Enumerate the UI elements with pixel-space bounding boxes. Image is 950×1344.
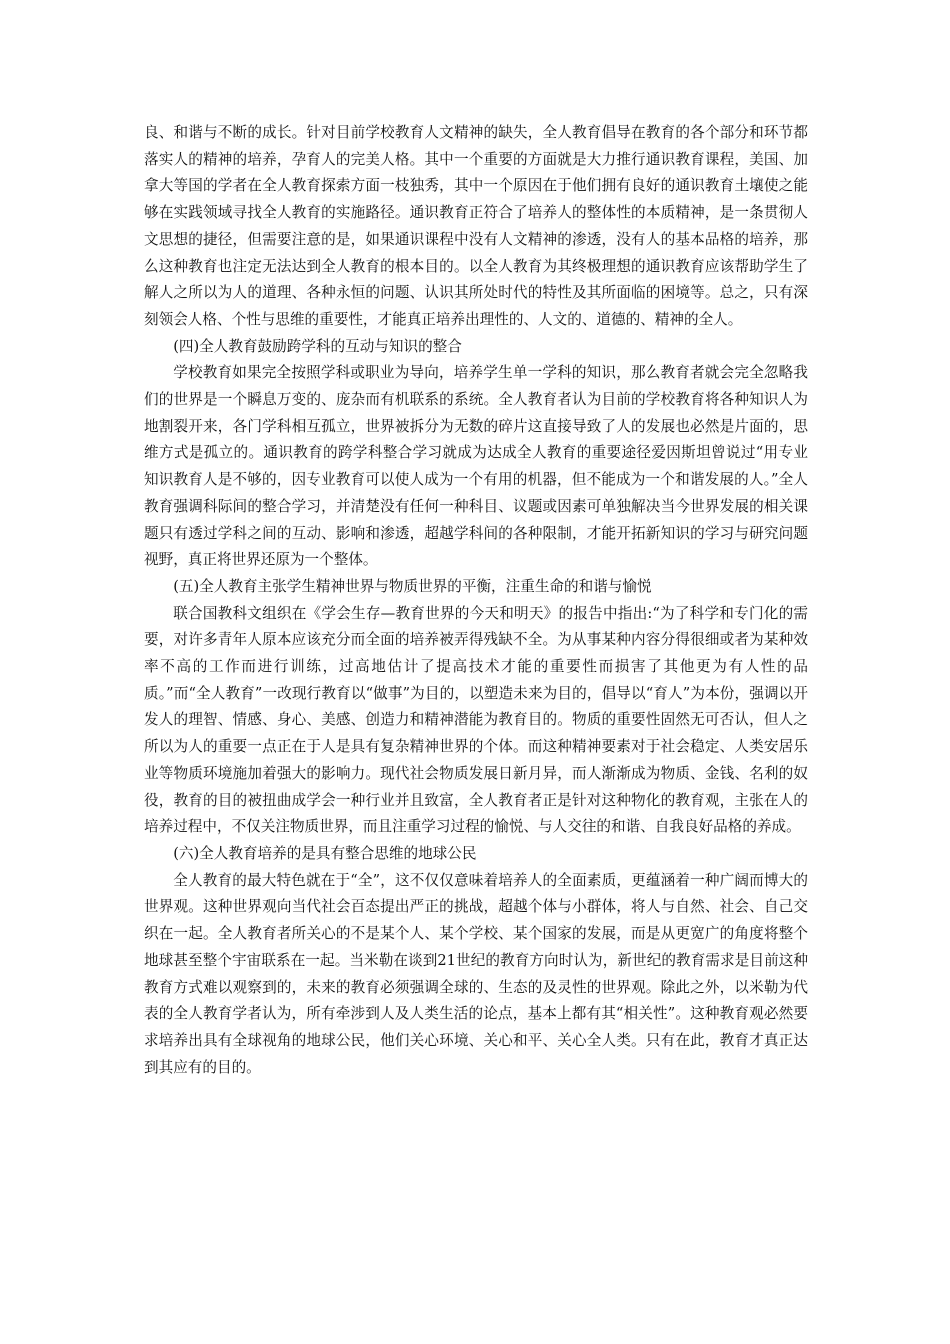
section-heading-5: (五)全人教育主张学生精神世界与物质世界的平衡，注重生命的和谐与愉悦 <box>173 577 652 595</box>
paragraph-body-4: 全人教育的最大特色就在于“全”，这不仅仅意味着培养人的全面素质，更蕴涵着一种广阔而博大的世界观。这种世界观向当代社会百态提出严正的挑战，超越个体与小群体，将人与自然、社会、自己交织在一起。全人教育者所关心的不是某个人、某个学校、某个国家的发展，而是从更宽广的角度将整个地球甚至整个宇宙联系在一起。当米勒在谈到21世纪的教育方向时认为，新世纪的教育需求是目前这种教育方式难以观察到的，未来的教育必须强调全球的、生态的及灵性的世界观。除此之外，以米勒为代表的全人教育学者认为，所有牵涉到人及人类生活的论点，基本上都有其“相关性”。这种教育观必然要求培养出具有全球视角的地球公民，他们关心环境、关心和平、关心全人类。只有在此，教育才真正达到其应有的目的。 <box>144 871 808 1076</box>
paragraph-body-2: 学校教育如果完全按照学科或职业为导向，培养学生单一学科的知识，那么教育者就会完全忽略我们的世界是一个瞬息万变的、庞杂而有机联系的系统。全人教育者认为目前的学校教育将各种知识人为地割裂开来，各门学科相互孤立，世界被拆分为无数的碎片这直接导致了人的发展也必然是片面的，思维方式是孤立的。通识教育的跨学科整合学习就成为达成全人教育的重要途径爱因斯坦曾说过“用专业知识教育人是不够的，因专业教育可以使人成为一个有用的机器，但不能成为一个和谐发展的人。”全人教育强调科际间的整合学习，并清楚没有任何一种科目、议题或因素可单独解决当今世界发展的相关课题只有透过学科之间的互动、影响和渗透，超越学科间的各种限制，才能开拓新知识的学习与研究问题视野，真正将世界还原为一个整体。 <box>144 364 808 569</box>
paragraph-body-1: 良、和谐与不断的成长。针对目前学校教育人文精神的缺失，全人教育倡导在教育的各个部分和环节都落实人的精神的培养，孕育人的完美人格。其中一个重要的方面就是大力推行通识教育课程，美国、加拿大等国的学者在全人教育探索方面一枝独秀，其中一个原因在于他们拥有良好的通识教育土壤使之能够在实践领域寻找全人教育的实施路径。通识教育正符合了培养人的整体性的本质精神，是一条贯彻人文思想的捷径，但需要注意的是，如果通识课程中没有人文精神的渗透，没有人的基本品格的培养，那么这种教育也注定无法达到全人教育的根本目的。以全人教育为其终极理想的通识教育应该帮助学生了解人之所以为人的道理、各种永恒的问题、认识其所处时代的特性及其所面临的困境等。总之，只有深刻领会人格、个性与思维的重要性，才能真正培养出理性的、人文的、道德的、精神的全人。 <box>144 124 808 328</box>
section-heading-4: (四)全人教育鼓励跨学科的互动与知识的整合 <box>173 337 462 355</box>
section-heading-6: (六)全人教育培养的是具有整合思维的地球公民 <box>173 844 477 862</box>
document-page <box>144 120 808 1081</box>
paragraph-body-3: 联合国教科文组织在《学会生存—教育世界的今天和明天》的报告中指出:“为了科学和专门化的需要，对许多青年人原本应该充分而全面的培养被弄得残缺不全。为从事某种内容分得很细或者为某种效率不高的工作而进行训练，过高地估计了提高技术才能的重要性而损害了其他更为有人性的品质。”而“全人教育”一改现行教育以“做事”为目的，以塑造未来为目的，倡导以“育人”为本份，强调以开发人的理智、情感、身心、美感、创造力和精神潜能为教育目的。物质的重要性固然无可否认，但人之所以为人的重要一点正在于人是具有复杂精神世界的个体。而这种精神要素对于社会稳定、人类安居乐业等物质环境施加着强大的影响力。现代社会物质发展日新月异，而人渐渐成为物质、金钱、名利的奴役，教育的目的被扭曲成学会一种行业并且致富，全人教育者正是针对这种物化的教育观，主张在人的培养过程中，不仅关注物质世界，而且注重学习过程的愉悦、与人交往的和谐、自我良好品格的养成。 <box>144 604 808 836</box>
